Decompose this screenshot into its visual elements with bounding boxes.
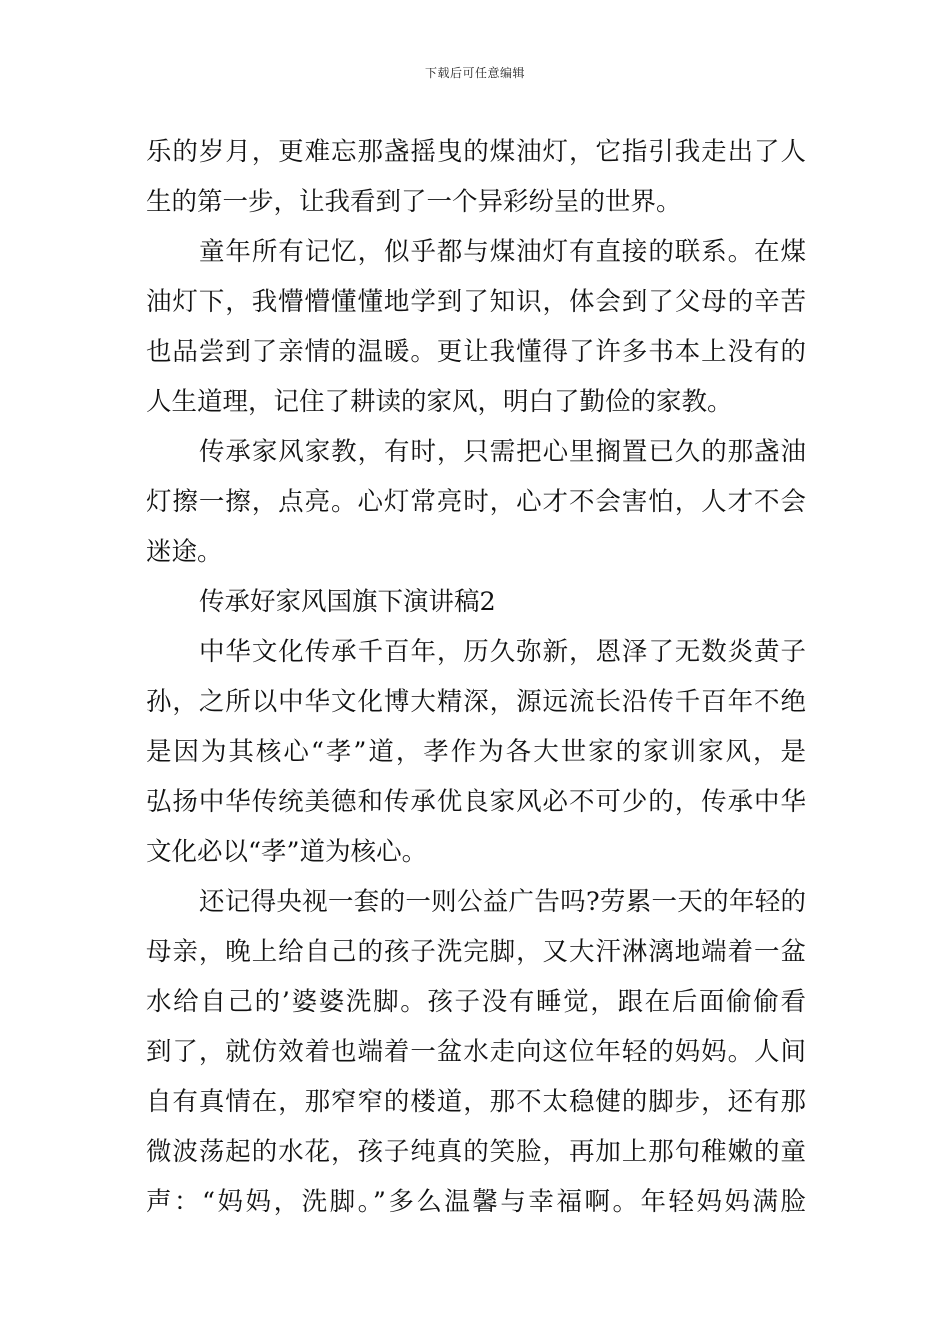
text-line: 乐的岁月，更难忘那盏摇曳的煤油灯，它指引我走出了人 <box>146 137 806 167</box>
text-line: 到了，就仿效着也端着一盆水走向这位年轻的妈妈。人间 <box>146 1037 806 1067</box>
text-line: 迷途。 <box>146 537 223 567</box>
text-line: 文化必以“孝”道为核心。 <box>146 837 428 867</box>
header-note: 下载后可任意编辑 <box>424 66 525 80</box>
text-line: 童年所有记忆，似乎都与煤油灯有直接的联系。在煤 <box>199 237 806 267</box>
text-line: 声：“妈妈，洗脚。”多么温馨与幸福啊。年轻妈妈满脸 <box>146 1187 806 1217</box>
text-line: 传承家风家教，有时，只需把心里搁置已久的那盏油 <box>199 437 806 467</box>
text-line: 人生道理，记住了耕读的家风，明白了勤俭的家教。 <box>146 387 733 417</box>
text-line: 灯擦一擦，点亮。心灯常亮时，心才不会害怕，人才不会 <box>146 487 806 517</box>
text-line: 还记得央视一套的一则公益广告吗?劳累一天的年轻的 <box>199 887 806 917</box>
text-line: 也品尝到了亲情的温暖。更让我懂得了许多书本上没有的 <box>146 337 806 367</box>
document-body <box>146 127 806 1227</box>
text-line: 是因为其核心“孝”道，孝作为各大世家的家训家风，是 <box>146 737 806 767</box>
text-line: 孙，之所以中华文化博大精深，源远流长沿传千百年不绝 <box>146 687 806 717</box>
text-line: 弘扬中华传统美德和传承优良家风必不可少的，传承中华 <box>146 787 806 817</box>
text-line: 母亲，晚上给自己的孩子洗完脚，又大汗淋漓地端着一盆 <box>146 937 806 967</box>
text-line: 中华文化传承千百年，历久弥新，恩泽了无数炎黄子 <box>199 637 806 667</box>
text-line: 油灯下，我懵懵懂懂地学到了知识，体会到了父母的辛苦 <box>146 287 806 317</box>
text-line: 水给自己的’婆婆洗脚。孩子没有睡觉，跟在后面偷偷看 <box>146 987 806 1017</box>
text-line: 自有真情在，那窄窄的楼道，那不太稳健的脚步，还有那 <box>146 1087 806 1117</box>
text-line: 生的第一步，让我看到了一个异彩纷呈的世界。 <box>146 187 682 217</box>
text-line: 传承好家风国旗下演讲稿2 <box>199 587 496 617</box>
text-line: 微波荡起的水花，孩子纯真的笑脸，再加上那句稚嫩的童 <box>146 1137 806 1167</box>
